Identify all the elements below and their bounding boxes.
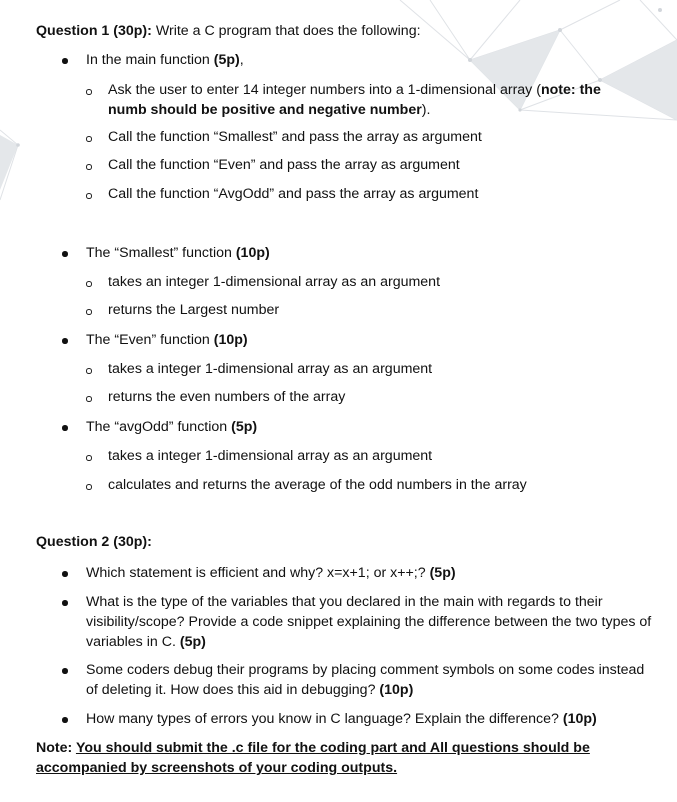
points-badge: (10p) [235,245,270,261]
submission-note [36,738,636,778]
points-badge: (5p) [429,565,456,581]
question-1-label: Question 1 (30p): [36,23,152,39]
circle-bullet-icon [86,136,92,142]
bullet-icon [62,251,68,257]
even-return-item: returns the even numbers of the array [108,389,346,405]
smallest-arg-item: takes an integer 1-dimensional array as an argument [108,274,441,290]
points-badge: (10p) [562,711,597,727]
circle-bullet-icon [86,281,92,287]
question-2-title: Question 2 (30p): [36,534,152,550]
circle-bullet-icon [86,164,92,170]
circle-bullet-icon [86,89,92,95]
avgodd-arg-item: takes a integer 1-dimensional array as an argument [108,448,433,464]
note-label: Note: [36,740,76,756]
smallest-function-item: The “Smallest” function (10p) [86,245,270,261]
circle-bullet-icon [86,368,92,374]
note-emphasis: note: the numb should be positive and negative number [108,82,601,118]
smallest-return-item: returns the Largest number [108,302,280,318]
q2-item-debugging: Some coders debug their programs by placing comment symbols on some codes instead of deleting it. How does this aid in debugging? (10p) [86,662,645,698]
main-function-item: In the main function (5p), [86,52,244,68]
bullet-icon [62,58,68,64]
points-badge: (10p) [379,682,414,698]
q2-item-scope: What is the type of the variables that you declared in the main with regards to their visibility/scope? Provide a code snippet explaining the difference between the two types of variables in C. (5p) [86,594,652,650]
circle-bullet-icon [86,484,92,490]
main-ask-input-item: Ask the user to enter 14 integer numbers into a 1-dimensional array (note: the numb should be positive and negative number). [108,82,601,118]
bullet-icon [62,600,68,606]
points-badge: (5p) [231,419,258,435]
main-call-even-item: Call the function “Even” and pass the array as argument [108,157,460,173]
q2-item-efficiency: Which statement is efficient and why? x=x+1; or x++;? (5p) [86,565,456,581]
note-text: You should submit the .c file for the coding part and All questions should be accompanied by screenshots of your coding outputs. [36,740,590,776]
avgodd-return-item: calculates and returns the average of the odd numbers in the array [108,477,527,493]
bullet-icon [62,571,68,577]
main-call-avgodd-item: Call the function “AvgOdd” and pass the array as argument [108,186,479,202]
circle-bullet-icon [86,309,92,315]
avgodd-function-item: The “avgOdd” function (5p) [86,419,258,435]
bullet-icon [62,668,68,674]
circle-bullet-icon [86,193,92,199]
points-badge: (5p) [213,52,240,68]
question-1-title [36,21,421,41]
points-badge: (5p) [179,634,206,650]
points-badge: (10p) [213,332,248,348]
bullet-icon [62,425,68,431]
circle-bullet-icon [86,396,92,402]
main-call-smallest-item: Call the function “Smallest” and pass the array as argument [108,129,482,145]
question-1-prompt: Write a C program that does the following: [151,23,421,39]
bullet-icon [62,338,68,344]
even-function-item: The “Even” function (10p) [86,332,248,348]
circle-bullet-icon [86,455,92,461]
even-arg-item: takes a integer 1-dimensional array as an argument [108,361,433,377]
q2-item-errors: How many types of errors you know in C language? Explain the difference? (10p) [86,711,597,727]
bullet-icon [62,717,68,723]
